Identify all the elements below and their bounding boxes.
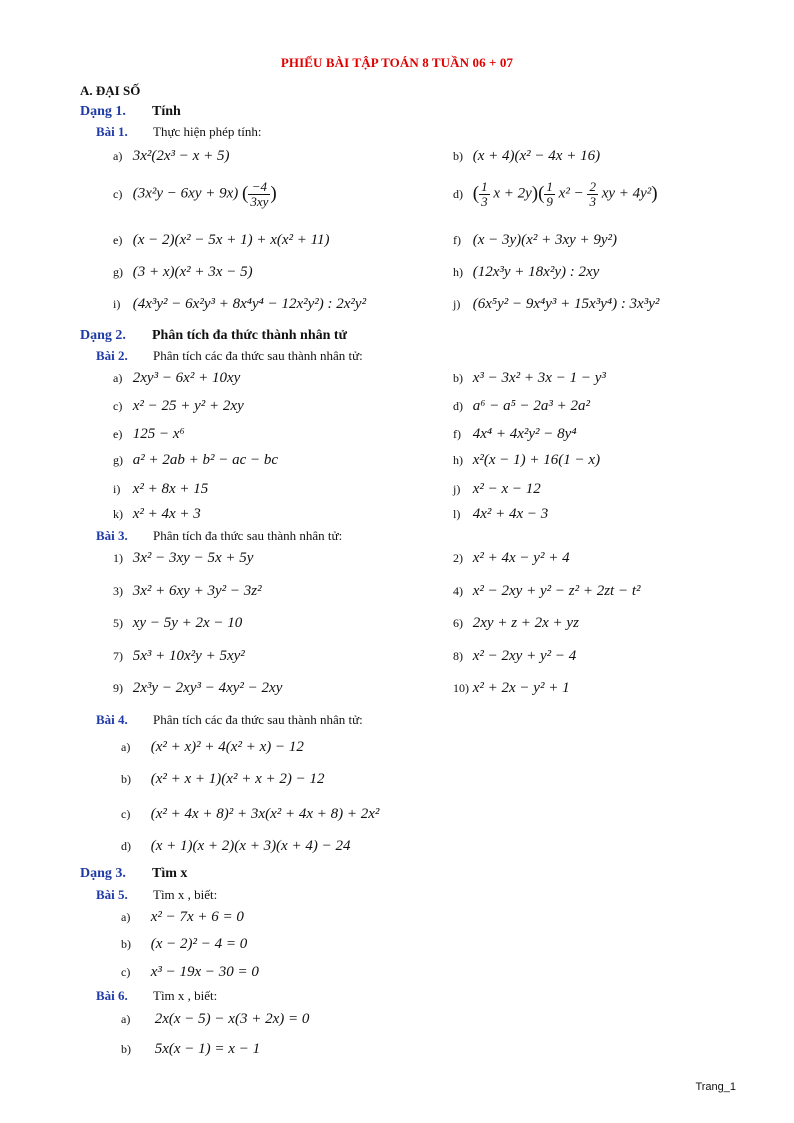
problem-label: a)	[121, 910, 131, 925]
problem-1a	[113, 148, 229, 165]
expression: (3x²y − 6xy + 9x)	[132, 185, 239, 202]
problem-label: 6)	[453, 616, 463, 631]
bai-1-instruction: Thực hiện phép tính:	[153, 124, 262, 139]
bai-5-instruction: Tìm x , biết:	[153, 887, 218, 902]
problem-1j	[453, 296, 659, 313]
paren-close: )	[651, 183, 658, 205]
fraction-numerator: 1	[481, 179, 488, 194]
dang-1-label: Dạng 1.	[80, 104, 126, 119]
dang-2-name: Phân tích đa thức thành nhân tử	[152, 328, 347, 343]
expression: x² − 25 + y² + 2xy	[132, 398, 244, 415]
problem-label: a)	[113, 149, 123, 164]
problem-label: h)	[453, 265, 463, 280]
paren-open: (	[472, 183, 480, 205]
problem-2e	[113, 426, 185, 443]
fraction-numerator: 2	[589, 179, 596, 194]
problem-label: g)	[113, 265, 123, 280]
problem-3-2	[453, 550, 570, 567]
expression: x³ − 19x − 30 = 0	[150, 964, 259, 981]
problem-3-4	[453, 583, 641, 600]
expression: (x − 3y)(x² + 3xy + 9y²)	[472, 232, 618, 249]
expression: a² + 2ab + b² − ac − bc	[132, 452, 279, 469]
expression: a⁶ − a⁵ − 2a³ + 2a²	[472, 398, 591, 415]
problem-4a	[121, 739, 304, 756]
expression: (x + 1)(x + 2)(x + 3)(x + 4) − 24	[150, 838, 351, 855]
problem-6a	[121, 1011, 309, 1028]
expression: x³ − 3x² + 3x − 1 − y³	[472, 370, 606, 387]
problem-2c	[113, 398, 244, 415]
problem-label: b)	[121, 937, 131, 952]
problem-3-5	[113, 615, 242, 632]
problem-2j	[453, 481, 541, 498]
fraction	[544, 180, 555, 208]
problem-5b	[121, 936, 247, 953]
problem-label: b)	[453, 371, 463, 386]
dang-1-heading	[80, 104, 181, 120]
bai-4-instruction: Phân tích các đa thức sau thành nhân tử:	[153, 712, 363, 727]
expression: xy − 5y + 2x − 10	[132, 615, 243, 632]
expression: 125 − x⁶	[132, 426, 185, 443]
expression: (x − 2)(x² − 5x + 1) + x(x² + 11)	[132, 232, 330, 249]
expression: x + 2y	[493, 185, 532, 202]
problem-label: k)	[113, 507, 123, 522]
problem-3-1	[113, 550, 253, 567]
fraction-denominator: 9	[546, 193, 553, 209]
expression: x² + 8x + 15	[132, 481, 209, 498]
expression: (6x⁵y² − 9x⁴y³ + 15x³y⁴) : 3x³y²	[472, 296, 660, 313]
problem-label: 7)	[113, 649, 123, 664]
problem-label: 9)	[113, 681, 123, 696]
expression: x² + 4x − y² + 4	[472, 550, 570, 567]
problem-label: j)	[453, 297, 461, 312]
bai-4-label: Bài 4.	[96, 712, 128, 727]
problem-label: 10)	[453, 681, 469, 696]
problem-1i	[113, 296, 366, 313]
expression: 3x²(2x³ − x + 5)	[132, 148, 230, 165]
expression: (x + 4)(x² − 4x + 16)	[472, 148, 601, 165]
bai-2-instruction: Phân tích các đa thức sau thành nhân tử:	[153, 348, 363, 363]
problem-label: d)	[453, 186, 463, 201]
expression: x² − 7x + 6 = 0	[150, 909, 244, 926]
expression: 5x³ + 10x²y + 5xy²	[132, 648, 245, 665]
dang-2-label: Dạng 2.	[80, 328, 126, 343]
problem-label: c)	[121, 807, 131, 822]
fraction-denominator: 3xy	[250, 193, 269, 209]
problem-label: h)	[453, 453, 463, 468]
expression: 2x(x − 5) − x(3 + 2x) = 0	[154, 1011, 310, 1028]
problem-1e	[113, 232, 330, 249]
expression: (x² + x + 1)(x² + x + 2) − 12	[150, 771, 325, 788]
problem-label: 2)	[453, 551, 463, 566]
problem-3-7	[113, 648, 245, 665]
problem-label: 8)	[453, 649, 463, 664]
problem-1f	[453, 232, 617, 249]
problem-label: a)	[113, 371, 123, 386]
expression: 4x² + 4x − 3	[472, 506, 549, 523]
bai-5-label: Bài 5.	[96, 887, 128, 902]
expression: 3x² + 6xy + 3y² − 3z²	[132, 583, 262, 600]
problem-label: c)	[113, 186, 123, 201]
dang-3-label: Dạng 3.	[80, 866, 126, 881]
dang-2-heading	[80, 328, 347, 344]
problem-1d	[453, 180, 658, 208]
bai-3-heading	[96, 528, 342, 544]
problem-1h	[453, 264, 599, 281]
bai-1-heading	[96, 124, 262, 140]
problem-label: 1)	[113, 551, 123, 566]
problem-3-8	[453, 648, 576, 665]
problem-1b	[453, 148, 600, 165]
expression: x² + 4x + 3	[132, 506, 201, 523]
expression: 5x(x − 1) = x − 1	[154, 1041, 261, 1058]
expression: (4x³y² − 6x²y³ + 8x⁴y⁴ − 12x²y²) : 2x²y²	[132, 296, 367, 313]
expression: (x² + 4x + 8)² + 3x(x² + 4x + 8) + 2x²	[150, 806, 380, 823]
expression: (x² + x)² + 4(x² + x) − 12	[150, 739, 304, 756]
fraction-denominator: 3	[481, 193, 488, 209]
bai-3-label: Bài 3.	[96, 528, 128, 543]
problem-3-10	[453, 680, 570, 697]
problem-3-6	[453, 615, 579, 632]
problem-label: d)	[453, 399, 463, 414]
problem-2h	[453, 452, 600, 469]
expression: (3 + x)(x² + 3x − 5)	[132, 264, 253, 281]
problem-3-9	[113, 680, 282, 697]
bai-6-heading	[96, 988, 217, 1004]
bai-2-label: Bài 2.	[96, 348, 128, 363]
problem-5c	[121, 964, 259, 981]
problem-label: f)	[453, 233, 461, 248]
page-title: PHIẾU BÀI TẬP TOÁN 8 TUẦN 06 + 07	[280, 55, 514, 70]
problem-label: c)	[121, 965, 131, 980]
problem-2g	[113, 452, 278, 469]
expression: x² + 2x − y² + 1	[472, 680, 570, 697]
problem-label: 5)	[113, 616, 123, 631]
problem-label: a)	[121, 1012, 131, 1027]
expression: (x − 2)² − 4 = 0	[150, 936, 248, 953]
expression: (12x³y + 18x²y) : 2xy	[472, 264, 600, 281]
expression: xy + 4y²	[601, 185, 652, 202]
problem-6b	[121, 1041, 260, 1058]
fraction-numerator: 1	[546, 179, 553, 194]
bai-6-label: Bài 6.	[96, 988, 128, 1003]
problem-label: 3)	[113, 584, 123, 599]
problem-label: 4)	[453, 584, 463, 599]
fraction	[587, 180, 598, 208]
problem-label: j)	[453, 482, 461, 497]
problem-label: i)	[113, 482, 121, 497]
problem-label: b)	[453, 149, 463, 164]
dang-3-name: Tìm x	[152, 866, 188, 881]
expression: x² − x − 12	[472, 481, 541, 498]
bai-6-instruction: Tìm x , biết:	[153, 988, 218, 1003]
problem-1g	[113, 264, 253, 281]
fraction	[479, 180, 490, 208]
problem-2d	[453, 398, 590, 415]
problem-label: c)	[113, 399, 123, 414]
problem-2i	[113, 481, 208, 498]
expression: x² − 2xy + y² − z² + 2zt − t²	[472, 583, 641, 600]
dang-3-heading	[80, 866, 187, 882]
bai-1-label: Bài 1.	[96, 124, 128, 139]
fraction-denominator: 3	[589, 193, 596, 209]
paren-open: (	[242, 183, 249, 205]
problem-label: e)	[113, 233, 123, 248]
problem-label: b)	[121, 1042, 131, 1057]
problem-label: l)	[453, 507, 461, 522]
expression: x² −	[558, 185, 584, 202]
expression: x²(x − 1) + 16(1 − x)	[472, 452, 601, 469]
expression: 4x⁴ + 4x²y² − 8y⁴	[472, 426, 577, 443]
paren-open: (	[538, 183, 545, 205]
fraction-numerator: −4	[251, 179, 268, 194]
dang-1-name: Tính	[152, 104, 181, 119]
expression: 2xy + z + 2x + yz	[472, 615, 579, 632]
section-heading-algebra: A. ĐẠI SỐ	[80, 83, 141, 98]
problem-1c	[113, 180, 277, 208]
expression: 3x² − 3xy − 5x + 5y	[132, 550, 254, 567]
expression: x² − 2xy + y² − 4	[472, 648, 577, 665]
problem-label: f)	[453, 427, 461, 442]
page-number: Trang_1	[695, 1081, 736, 1093]
problem-label: b)	[121, 772, 131, 787]
problem-2a	[113, 370, 240, 387]
expression: 2x³y − 2xy³ − 4xy² − 2xy	[132, 680, 283, 697]
paren-close: )	[270, 183, 277, 205]
problem-5a	[121, 909, 244, 926]
problem-4c	[121, 806, 379, 823]
problem-4b	[121, 771, 324, 788]
bai-5-heading	[96, 887, 217, 903]
problem-label: i)	[113, 297, 121, 312]
problem-4d	[121, 838, 350, 855]
bai-4-heading	[96, 712, 363, 728]
problem-2f	[453, 426, 577, 443]
bai-2-heading	[96, 348, 363, 364]
problem-2k	[113, 506, 201, 523]
problem-label: e)	[113, 427, 123, 442]
problem-3-3	[113, 583, 262, 600]
bai-3-instruction: Phân tích đa thức sau thành nhân tử:	[153, 528, 343, 543]
problem-label: g)	[113, 453, 123, 468]
problem-label: a)	[121, 740, 131, 755]
expression: 2xy³ − 6x² + 10xy	[132, 370, 241, 387]
problem-label: d)	[121, 839, 131, 854]
problem-2l	[453, 506, 548, 523]
paren-close: )	[531, 183, 539, 205]
problem-2b	[453, 370, 606, 387]
fraction	[248, 180, 270, 208]
